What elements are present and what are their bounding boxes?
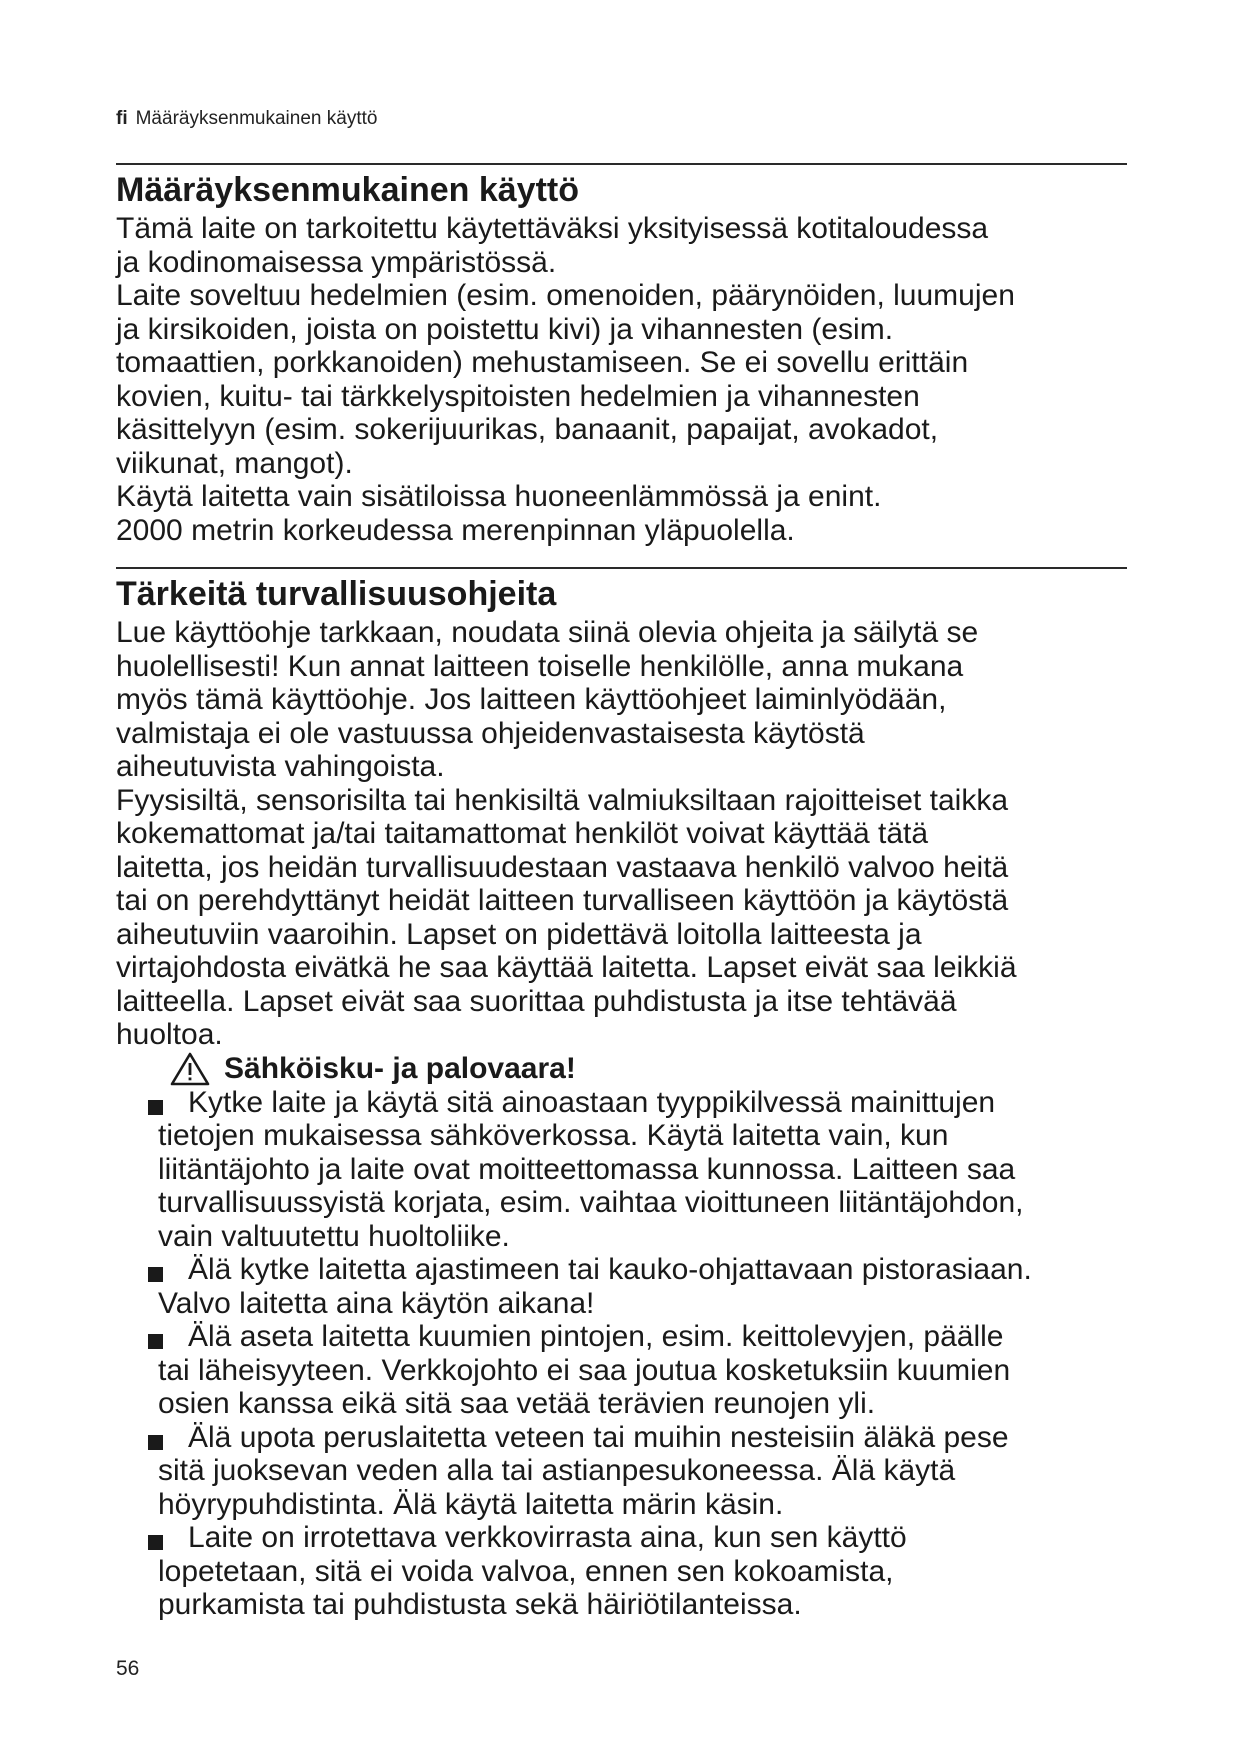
warning-bullet-list (116, 1086, 1136, 1622)
text-line: huoltoa. (116, 1018, 223, 1051)
list-item (116, 1086, 1136, 1254)
text-line: Kytke laite ja käytä sitä ainoastaan tyyppikilvessä mainittujen (188, 1085, 996, 1119)
square-bullet-icon (148, 1100, 163, 1115)
paragraph-intended-use-1 (116, 212, 1136, 279)
list-item (116, 1421, 1136, 1522)
list-item (116, 1253, 1136, 1320)
text-line: Tämä laite on tarkoitettu käytettäväksi yksityisessä kotitaloudessa (116, 212, 989, 245)
text-line: Laite on irrotettava verkkovirrasta aina, kun sen käyttö (188, 1521, 907, 1554)
section-intended-use (116, 170, 1136, 547)
section-safety (116, 574, 1136, 1622)
section-divider-1 (116, 163, 1127, 165)
square-bullet-icon (148, 1535, 163, 1550)
paragraph-safety-1 (116, 616, 1136, 784)
text-line: ja kodinomaisessa ympäristössä. (116, 245, 557, 279)
text-line: Laite soveltuu hedelmien (esim. omenoiden, päärynöiden, luumujen (116, 279, 1015, 312)
page-number: 56 (116, 1657, 140, 1680)
text-line: Älä kytke laitetta ajastimeen tai kauko-ohjattavaan pistorasiaan. (188, 1253, 1032, 1286)
paragraph-intended-use-2 (116, 279, 1136, 480)
text-line: käsittelyyn (esim. sokerijuurikas, banaanit, papaijat, avokadot, (116, 413, 939, 446)
text-line: laitteella. Lapset eivät saa suorittaa puhdistusta ja itse tehtävää (116, 984, 957, 1018)
section-divider-2 (116, 567, 1127, 569)
list-item (116, 1320, 1136, 1421)
text-line: viikunat, mangot). (116, 446, 353, 480)
text-line: Älä upota peruslaitetta veteen tai muihin nesteisiin äläkä pese (188, 1420, 1009, 1454)
text-line: purkamista tai puhdistusta sekä häiriötilanteissa. (158, 1588, 802, 1621)
text-line: Lue käyttöohje tarkkaan, noudata siinä olevia ohjeita ja säilytä se (116, 616, 979, 649)
warning-title: Sähköisku- ja palovaara! (224, 1051, 576, 1085)
text-line: tai läheisyyteen. Verkkojohto ei saa joutua kosketuksiin kuumien (158, 1353, 1011, 1387)
paragraph-safety-2 (116, 784, 1136, 1052)
text-line: aiheutuvista vahingoista. (116, 750, 445, 783)
text-line: kokemattomat ja/tai taitamattomat henkilöt voivat käyttää tätä (116, 817, 929, 850)
running-header (116, 108, 377, 130)
warning-triangle-icon (170, 1052, 210, 1086)
square-bullet-icon (148, 1435, 163, 1450)
section-title-intended-use: Määräyksenmukainen käyttö (116, 171, 579, 209)
text-line: aiheutuviin vaaroihin. Lapset on pidettävä loitolla laitteesta ja (116, 917, 922, 951)
text-line: myös tämä käyttöohje. Jos laitteen käyttöohjeet laiminlyödään, (116, 683, 947, 716)
running-title: Määräyksenmukainen käyttö (135, 108, 378, 129)
list-item (116, 1521, 1136, 1622)
text-line: osien kanssa eikä sitä saa vetää terävien reunojen yli. (158, 1387, 876, 1420)
text-line: turvallisuussyistä korjata, esim. vaihtaa vioittuneen liitäntäjohdon, (158, 1186, 1024, 1219)
section-title-safety: Tärkeitä turvallisuusohjeita (116, 575, 557, 613)
warning-heading (170, 1052, 1136, 1086)
text-line: liitäntäjohto ja laite ovat moitteettomassa kunnossa. Laitteen saa (158, 1152, 1016, 1186)
text-line: kovien, kuitu- tai tärkkelyspitoisten hedelmien ja vihannesten (116, 379, 920, 413)
text-line: tai on perehdyttänyt heidät laitteen turvalliseen käyttöön ja käytöstä (116, 884, 1009, 917)
paragraph-intended-use-3 (116, 480, 1136, 547)
text-line: virtajohdosta eivätkä he saa käyttää laitetta. Lapset eivät saa leikkiä (116, 951, 1017, 984)
text-line: Käytä laitetta vain sisätiloissa huoneenlämmössä ja enint. (116, 480, 882, 513)
text-line: valmistaja ei ole vastuussa ohjeidenvastaisesta käytöstä (116, 716, 865, 750)
text-line: Älä aseta laitetta kuumien pintojen, esim. keittolevyjen, päälle (188, 1320, 1004, 1353)
text-line: tomaattien, porkkanoiden) mehustamiseen. Se ei sovellu erittäin (116, 346, 969, 379)
language-code: fi (116, 108, 128, 129)
text-line: huolellisesti! Kun annat laitteen toiselle henkilölle, anna mukana (116, 649, 964, 683)
text-line: laitetta, jos heidän turvallisuudestaan vastaava henkilö valvoo heitä (116, 850, 1009, 884)
square-bullet-icon (148, 1334, 163, 1349)
text-line: tietojen mukaisessa sähköverkossa. Käytä laitetta vain, kun (158, 1119, 949, 1152)
text-line: 2000 metrin korkeudessa merenpinnan yläpuolella. (116, 513, 795, 547)
text-line: Fyysisiltä, sensorisilta tai henkisiltä valmiuksiltaan rajoitteiset taikka (116, 783, 1009, 817)
text-line: Valvo laitetta aina käytön aikana! (158, 1286, 595, 1320)
square-bullet-icon (148, 1267, 163, 1282)
text-line: ja kirsikoiden, joista on poistettu kivi) ja vihannesten (esim. (116, 312, 894, 346)
text-line: höyrypuhdistinta. Älä käytä laitetta märin käsin. (158, 1487, 784, 1521)
text-line: vain valtuutettu huoltoliike. (158, 1219, 510, 1253)
text-line: lopetetaan, sitä ei voida valvoa, ennen sen kokoamista, (158, 1554, 894, 1588)
text-line: sitä juoksevan veden alla tai astianpesukoneessa. Älä käytä (158, 1454, 956, 1487)
